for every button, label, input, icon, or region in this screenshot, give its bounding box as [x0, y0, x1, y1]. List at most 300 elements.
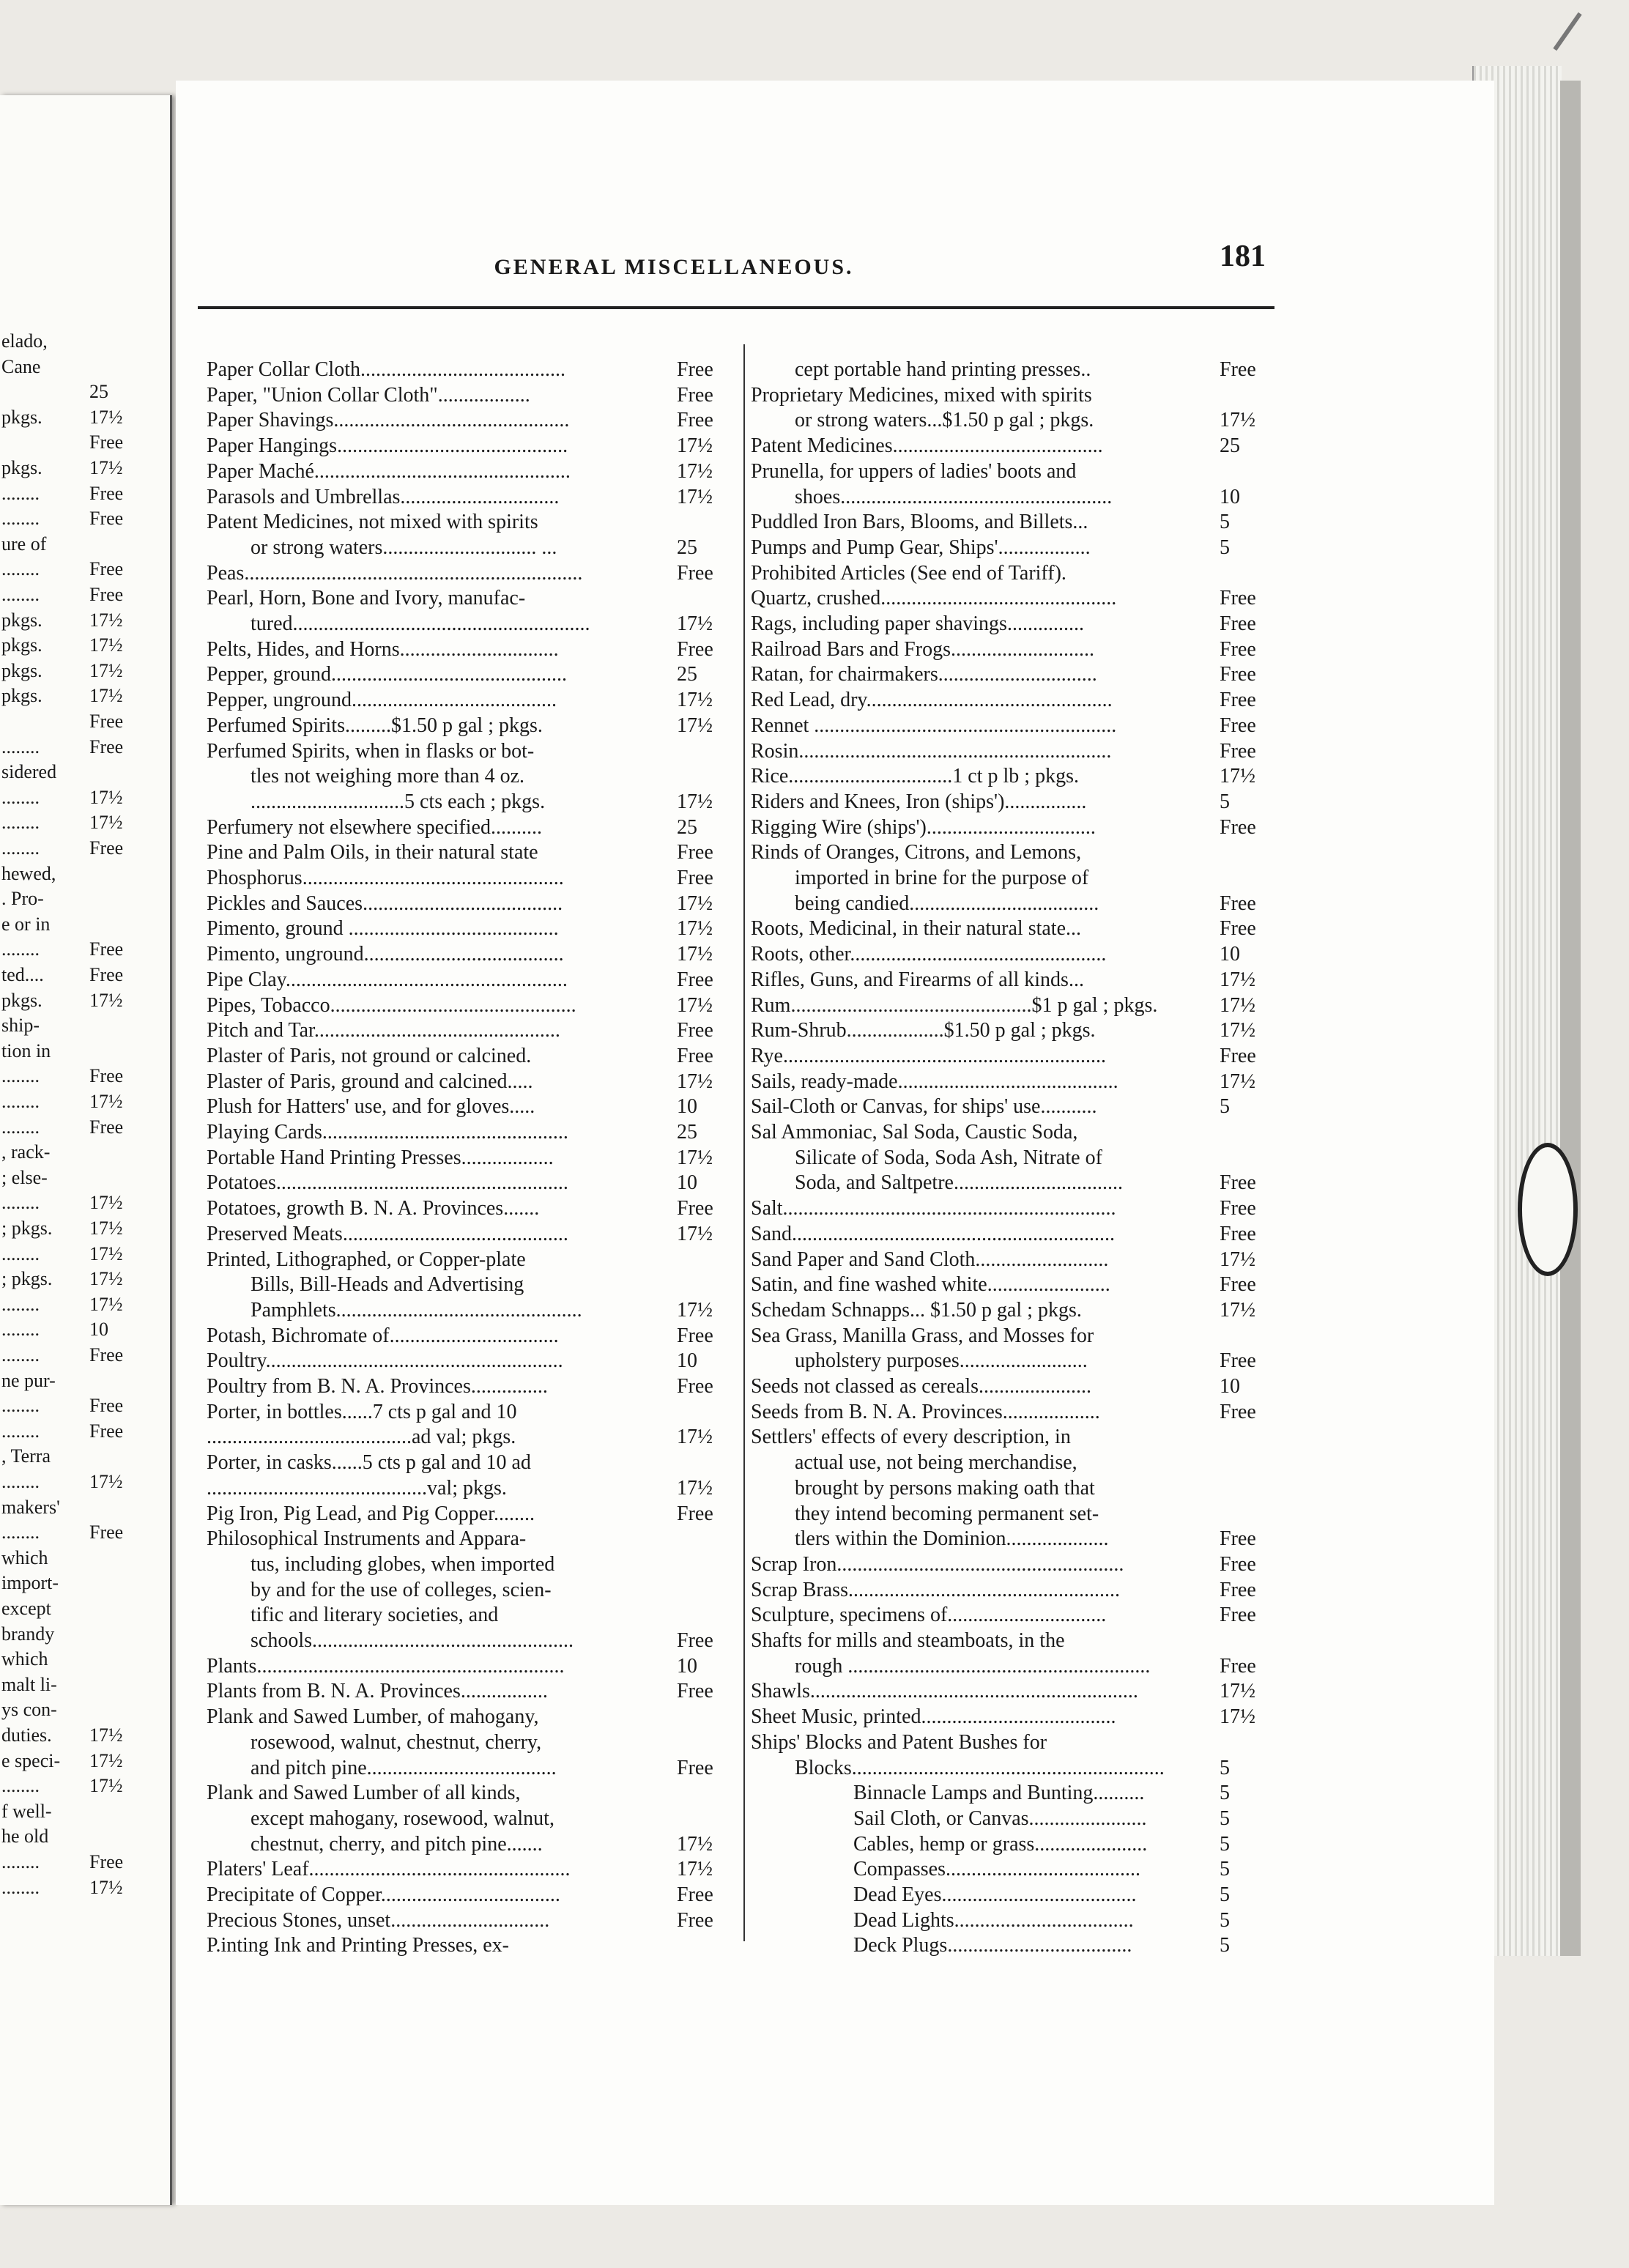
tariff-rate: Free: [677, 1197, 713, 1220]
tariff-item: Settlers' effects of every description, in: [751, 1426, 1071, 1449]
tariff-rate: 10: [677, 1171, 697, 1195]
tariff-rate: 17½: [677, 1832, 713, 1856]
tariff-item: they intend becoming permanent set-: [795, 1502, 1099, 1525]
tariff-item: Puddled Iron Bars, Blooms, and Billets...: [751, 511, 1088, 534]
tariff-row: [207, 1248, 734, 1272]
tariff-item: Peas..................................................................: [207, 561, 583, 585]
facing-page-rate: Free: [89, 1522, 124, 1544]
tariff-row: [207, 1527, 734, 1552]
tariff-item: Bills, Bill-Heads and Advertising: [251, 1273, 524, 1297]
facing-page-text: ........: [1, 938, 40, 960]
tariff-row: [207, 1425, 734, 1450]
header-rule: [198, 306, 1274, 309]
facing-page-line: [0, 1850, 170, 1874]
facing-page-line: [0, 507, 170, 530]
tariff-item: or strong waters...$1.50 p gal ; pkgs.: [795, 409, 1094, 432]
tariff-item: Sails, ready-made...........................................: [751, 1070, 1118, 1093]
facing-page-line: [0, 1014, 170, 1037]
tariff-row: [207, 1324, 734, 1349]
tariff-rate: 17½: [677, 1070, 713, 1093]
tariff-rate: Free: [677, 1629, 713, 1652]
facing-page-text: tion in: [1, 1040, 51, 1061]
tariff-row: [751, 1679, 1285, 1704]
tariff-item: tles not weighing more than 4 oz.: [251, 765, 525, 788]
tariff-row: [207, 840, 734, 865]
tariff-rate: 5: [1220, 511, 1230, 534]
facing-page-text: pkgs.: [1, 634, 42, 656]
tariff-row: [207, 586, 734, 611]
tariff-rate: Free: [677, 1908, 713, 1932]
facing-page-line: [0, 659, 170, 683]
tariff-row: [207, 815, 734, 840]
tariff-row: [751, 1857, 1285, 1882]
tariff-item: shoes.....................................................: [795, 485, 1113, 508]
tariff-row: [751, 1018, 1285, 1043]
tariff-row: [751, 1756, 1285, 1781]
tariff-rate: 17½: [677, 1146, 713, 1169]
facing-page-rate: Free: [89, 1420, 124, 1442]
tariff-item: Sal Ammoniac, Sal Soda, Caustic Soda,: [751, 1121, 1078, 1144]
facing-page-rate: Free: [89, 938, 124, 960]
tariff-row: [751, 815, 1285, 840]
tariff-row: [207, 892, 734, 916]
tariff-row: [207, 1679, 734, 1704]
tariff-rate: 5: [1220, 1883, 1230, 1906]
facing-page-text: ........: [1, 1395, 40, 1417]
tariff-row: [207, 612, 734, 637]
facing-page-rate: 17½: [89, 812, 123, 834]
facing-page-line: [0, 1242, 170, 1266]
tariff-rate: Free: [677, 968, 713, 991]
tariff-row: [207, 1094, 734, 1119]
tariff-rate: Free: [677, 637, 713, 661]
tariff-rate: 10: [677, 1654, 697, 1678]
facing-page-line: [0, 1724, 170, 1747]
facing-page-line: [0, 456, 170, 480]
tariff-item: Parasols and Umbrellas...............................: [207, 485, 560, 508]
tariff-item: schools...................................................: [251, 1629, 574, 1652]
facing-page-text: hewed,: [1, 862, 56, 884]
facing-page-line: [0, 1470, 170, 1494]
tariff-rate: Free: [1220, 358, 1256, 381]
tariff-row: [751, 1527, 1285, 1552]
tariff-item: Compasses......................................: [853, 1858, 1140, 1881]
tariff-rate: Free: [1220, 815, 1256, 839]
tariff-row: [207, 561, 734, 586]
tariff-item: Shawls................................................................: [751, 1680, 1138, 1703]
tariff-row: [207, 1146, 734, 1171]
tariff-row: [751, 916, 1285, 941]
tariff-row: [751, 1832, 1285, 1857]
tariff-row: [207, 1832, 734, 1857]
tariff-row: [751, 1171, 1285, 1196]
tariff-item: tured..........................................................: [251, 612, 590, 635]
facing-page-line: [0, 1876, 170, 1900]
facing-page-line: [0, 406, 170, 429]
tariff-item: Plaster of Paris, ground and calcined.....: [207, 1070, 533, 1093]
tariff-rate: Free: [1220, 1527, 1256, 1551]
tariff-row: [207, 459, 734, 484]
facing-page-line: [0, 811, 170, 834]
facing-page-line: [0, 1623, 170, 1646]
tariff-rate: Free: [677, 1324, 713, 1347]
tariff-rate: Free: [1220, 1044, 1256, 1067]
tariff-row: [751, 434, 1285, 459]
tariff-item: tus, including globes, when imported: [251, 1552, 555, 1576]
facing-page-line: [0, 1369, 170, 1393]
tariff-item: Rags, including paper shavings...............: [751, 612, 1084, 635]
tariff-row: [207, 1450, 734, 1475]
tariff-rate: 17½: [677, 612, 713, 635]
facing-page-text: ne pur-: [1, 1369, 56, 1391]
facing-page-rate: Free: [89, 508, 124, 530]
tariff-rate: 5: [1220, 1908, 1230, 1932]
tariff-row: [207, 790, 734, 815]
tariff-item: Pumps and Pump Gear, Ships'..................: [751, 536, 1091, 559]
tariff-item: Shafts for mills and steamboats, in the: [751, 1629, 1065, 1652]
facing-page-rate: 17½: [89, 1724, 123, 1746]
facing-page-line: [0, 862, 170, 886]
tariff-rate: 17½: [1220, 968, 1255, 991]
tariff-item: Portable Hand Printing Presses..................: [207, 1146, 554, 1169]
tariff-rate: Free: [677, 1883, 713, 1906]
facing-page-text: e or in: [1, 913, 51, 935]
tariff-item: Potash, Bichromate of.................................: [207, 1324, 559, 1347]
tariff-row: [751, 536, 1285, 560]
tariff-item: Rice................................1 ct p lb ; pkgs.: [751, 765, 1079, 788]
tariff-rate: 5: [1220, 790, 1230, 813]
tariff-rate: 17½: [677, 943, 713, 966]
tariff-rate: 17½: [677, 1858, 713, 1881]
tariff-item: Poultry..........................................................: [207, 1349, 563, 1373]
tariff-item: Deck Plugs....................................: [853, 1934, 1132, 1957]
tariff-rate: Free: [1220, 689, 1256, 712]
tariff-rate: Free: [1220, 892, 1256, 915]
tariff-row: [751, 968, 1285, 993]
facing-page-text: duties.: [1, 1724, 52, 1746]
tariff-rate: 17½: [677, 1298, 713, 1322]
tariff-row: [751, 1324, 1285, 1349]
tariff-item: or strong waters.............................. ...: [251, 536, 557, 559]
tariff-item: Phosphorus...................................................: [207, 867, 564, 889]
tariff-rate: 17½: [677, 790, 713, 813]
tariff-rate: 17½: [1220, 1298, 1255, 1322]
tariff-rate: Free: [677, 409, 713, 432]
tariff-rate: 17½: [1220, 1705, 1255, 1729]
facing-page-line: [0, 1648, 170, 1671]
tariff-rate: 17½: [1220, 1680, 1255, 1703]
tariff-rate: Free: [1220, 1222, 1256, 1245]
facing-page-text: ........: [1, 1876, 40, 1898]
facing-page-line: [0, 1496, 170, 1519]
facing-page-rate: Free: [89, 1116, 124, 1138]
tariff-item: Rifles, Guns, and Firearms of all kinds...: [751, 968, 1084, 991]
tariff-rate: Free: [677, 1756, 713, 1779]
tariff-item: Paper Collar Cloth........................................: [207, 358, 565, 381]
facing-page-text: ........: [1, 1116, 40, 1138]
tariff-rate: Free: [1220, 739, 1256, 763]
tariff-row: [207, 1908, 734, 1933]
tariff-row: [207, 408, 734, 433]
facing-page-rate: Free: [89, 1851, 124, 1872]
tariff-rate: 17½: [1220, 409, 1255, 432]
tariff-item: Pig Iron, Pig Lead, and Pig Copper........: [207, 1502, 535, 1525]
tariff-rate: 10: [1220, 943, 1240, 966]
facing-page-line: [0, 609, 170, 632]
tariff-row: [751, 485, 1285, 510]
tariff-row: [751, 739, 1285, 764]
tariff-item: Porter, in casks......5 cts p gal and 10 ad: [207, 1451, 531, 1475]
facing-page-line: [0, 887, 170, 911]
tariff-rate: Free: [677, 1044, 713, 1067]
tariff-row: [751, 866, 1285, 891]
tariff-row: [751, 1450, 1285, 1475]
tariff-rate: 10: [677, 1349, 697, 1373]
tariff-item: Paper Maché..................................................: [207, 459, 571, 483]
tariff-rate: 5: [1220, 1756, 1230, 1779]
facing-page-line: [0, 1521, 170, 1544]
tariff-item: Seeds not classed as cereals......................: [751, 1375, 1091, 1398]
tariff-row: [751, 1654, 1285, 1679]
tariff-item: Pitch and Tar................................................: [207, 1019, 560, 1042]
facing-page-rate: 17½: [89, 406, 123, 428]
tariff-row: [207, 1018, 734, 1043]
tariff-rate: Free: [1220, 1400, 1256, 1423]
tariff-rate: Free: [1220, 1604, 1256, 1627]
tariff-rate: Free: [1220, 1171, 1256, 1195]
tariff-row: [751, 1044, 1285, 1069]
tariff-rate: Free: [677, 1680, 713, 1703]
tariff-item: P.inting Ink and Printing Presses, ex-: [207, 1934, 509, 1957]
facing-page-rate: 17½: [89, 1775, 123, 1797]
facing-page-line: [0, 1166, 170, 1190]
tariff-row: [207, 485, 734, 510]
tariff-item: Plaster of Paris, not ground or calcined.: [207, 1044, 532, 1067]
tariff-row: [751, 993, 1285, 1018]
tariff-row: [751, 688, 1285, 713]
facing-page-text: pkgs.: [1, 457, 42, 478]
tariff-row: [751, 510, 1285, 535]
tariff-item: Rosin.............................................................: [751, 739, 1112, 763]
tariff-item: Quartz, crushed..............................................: [751, 587, 1117, 610]
tariff-row: [751, 1578, 1285, 1603]
tariff-item: Pipe Clay.......................................................: [207, 968, 568, 991]
tariff-item: Binnacle Lamps and Bunting..........: [853, 1782, 1145, 1805]
tariff-rate: Free: [677, 1375, 713, 1398]
book-cover-edge: [1560, 81, 1581, 1956]
tariff-item: and pitch pine.....................................: [251, 1756, 557, 1779]
facing-page-text: ship-: [1, 1015, 40, 1037]
facing-page-line: [0, 710, 170, 733]
facing-page-line: [0, 1546, 170, 1570]
tariff-row: [207, 1070, 734, 1094]
facing-page: [0, 95, 172, 2205]
tariff-item: chestnut, cherry, and pitch pine.......: [251, 1832, 543, 1856]
facing-page-line: [0, 1344, 170, 1367]
tariff-item: Blocks.............................................................: [795, 1756, 1165, 1779]
tariff-item: Dead Eyes......................................: [853, 1883, 1137, 1906]
tariff-row: [751, 942, 1285, 967]
tariff-item: being candied.....................................: [795, 892, 1099, 915]
facing-page-line: [0, 1040, 170, 1063]
tariff-row: [207, 1272, 734, 1297]
facing-page-line: [0, 380, 170, 404]
tariff-row: [207, 434, 734, 459]
tariff-item: Pimento, ground .........................................: [207, 917, 559, 941]
facing-page-text: e speci-: [1, 1749, 61, 1771]
tariff-row: [207, 1628, 734, 1653]
tariff-item: Rum...............................................$1 p gal ; pkgs.: [751, 993, 1158, 1017]
tariff-rate: Free: [1220, 1349, 1256, 1373]
facing-page-text: ys con-: [1, 1699, 57, 1721]
tariff-row: [207, 866, 734, 891]
facing-page-text: . Pro-: [1, 888, 44, 910]
tariff-item: Pickles and Sauces.......................................: [207, 892, 563, 915]
tariff-item: Proprietary Medicines, mixed with spirits: [751, 383, 1092, 407]
tariff-row: [751, 790, 1285, 815]
facing-page-rate: 17½: [89, 786, 123, 808]
tariff-row: [207, 637, 734, 662]
tariff-item: Pine and Palm Oils, in their natural state: [207, 841, 538, 864]
tariff-row: [751, 612, 1285, 637]
tariff-row: [207, 1171, 734, 1196]
tariff-item: Plants from B. N. A. Provinces.................: [207, 1680, 548, 1703]
tariff-row: [751, 357, 1285, 382]
facing-page-rate: 17½: [89, 1192, 123, 1214]
tariff-rate: 17½: [677, 714, 713, 737]
tariff-item: Patent Medicines, not mixed with spirits: [207, 511, 538, 534]
tariff-item: Perfumed Spirits, when in flasks or bot-: [207, 739, 535, 763]
facing-page-line: [0, 1774, 170, 1798]
tariff-row: [751, 1908, 1285, 1933]
tariff-item: cept portable hand printing presses..: [795, 358, 1091, 381]
facing-page-line: [0, 1293, 170, 1316]
tariff-row: [751, 408, 1285, 433]
facing-page-line: [0, 963, 170, 987]
tariff-rate: 10: [677, 1095, 697, 1119]
tariff-rate: 17½: [1220, 765, 1255, 788]
tariff-row: [751, 1094, 1285, 1119]
tariff-row: [751, 840, 1285, 865]
tariff-row: [751, 892, 1285, 916]
tariff-item: rough ...........................................................: [795, 1654, 1151, 1678]
tariff-rate: 17½: [677, 459, 713, 483]
tariff-rate: 17½: [1220, 1070, 1255, 1093]
tariff-row: [207, 1502, 734, 1527]
tariff-row: [751, 1400, 1285, 1425]
facing-page-text: ........: [1, 584, 40, 605]
tariff-rate: 17½: [1220, 993, 1255, 1017]
tariff-row: [207, 1756, 734, 1781]
tariff-item: ..............................5 cts each ; pkgs.: [251, 790, 546, 813]
tariff-rate: 17½: [1220, 1019, 1255, 1042]
tariff-item: Ships' Blocks and Patent Bushes for: [751, 1730, 1047, 1754]
tariff-rate: Free: [1220, 1578, 1256, 1601]
tariff-item: Sail Cloth, or Canvas.......................: [853, 1806, 1147, 1830]
facing-page-rate: 10: [89, 1319, 108, 1341]
tariff-item: Pepper, unground........................................: [207, 689, 557, 712]
tariff-row: [207, 1349, 734, 1374]
tariff-rate: 25: [677, 1121, 697, 1144]
tariff-rate: Free: [1220, 1654, 1256, 1678]
tariff-rate: 17½: [677, 993, 713, 1017]
facing-page-rate: 17½: [89, 457, 123, 478]
tariff-row: [751, 662, 1285, 687]
tariff-item: Paper Hangings.............................................: [207, 434, 568, 458]
tariff-row: [207, 688, 734, 713]
tariff-item: tlers within the Dominion....................: [795, 1527, 1109, 1551]
tariff-rate: Free: [1220, 1197, 1256, 1220]
facing-page-rate: 17½: [89, 634, 123, 656]
tariff-rate: Free: [1220, 917, 1256, 941]
facing-page-line: [0, 1267, 170, 1291]
tariff-rate: Free: [1220, 612, 1256, 635]
facing-page-text: ........: [1, 1293, 40, 1315]
tariff-row: [207, 916, 734, 941]
page-number: 181: [1220, 240, 1266, 273]
tariff-row: [751, 1806, 1285, 1831]
tariff-row: [207, 1730, 734, 1755]
tariff-item: Pimento, unground.......................................: [207, 943, 564, 966]
tariff-row: [207, 536, 734, 560]
tariff-item: Precious Stones, unset...............................: [207, 1908, 550, 1932]
facing-page-line: [0, 1673, 170, 1697]
facing-page-line: [0, 1749, 170, 1773]
facing-page-rate: Free: [89, 735, 124, 757]
facing-page-text: ; pkgs.: [1, 1218, 53, 1239]
facing-page-rate: 17½: [89, 1091, 123, 1112]
tariff-rate: 17½: [677, 485, 713, 508]
facing-page-line: [0, 1698, 170, 1722]
tariff-item: Pelts, Hides, and Horns...............................: [207, 637, 559, 661]
tariff-row: [751, 1425, 1285, 1450]
facing-page-text: ........: [1, 508, 40, 530]
facing-page-line: [0, 913, 170, 936]
facing-page-rate: 17½: [89, 1471, 123, 1492]
facing-page-line: [0, 1445, 170, 1468]
facing-page-rate: Free: [89, 482, 124, 504]
facing-page-rate: Free: [89, 558, 124, 580]
tariff-rate: Free: [1220, 663, 1256, 686]
tariff-item: rosewood, walnut, chestnut, cherry,: [251, 1730, 542, 1754]
facing-page-line: [0, 1191, 170, 1215]
tariff-item: Salt.................................................................: [751, 1197, 1116, 1220]
tariff-row: [207, 1857, 734, 1882]
tariff-item: actual use, not being merchandise,: [795, 1451, 1077, 1475]
tariff-item: Cables, hemp or grass......................: [853, 1832, 1148, 1856]
tariff-row: [751, 1933, 1285, 1958]
facing-page-text: pkgs.: [1, 406, 42, 428]
tariff-row: [207, 1552, 734, 1577]
tariff-rate: Free: [1220, 1273, 1256, 1297]
facing-page-text: ........: [1, 1192, 40, 1214]
tariff-row: [751, 1476, 1285, 1501]
tariff-row: [751, 1502, 1285, 1527]
facing-page-rate: Free: [89, 964, 124, 985]
facing-page-text: ........: [1, 735, 40, 757]
tariff-item: Sheet Music, printed......................................: [751, 1705, 1116, 1729]
tariff-row: [751, 1552, 1285, 1577]
tariff-rate: Free: [677, 1502, 713, 1525]
tariff-item: Plank and Sawed Lumber, of mahogany,: [207, 1705, 539, 1729]
tariff-rate: 17½: [677, 917, 713, 941]
facing-page-rate: 17½: [89, 1218, 123, 1239]
tariff-row: [751, 1374, 1285, 1399]
tariff-item: Porter, in bottles......7 cts p gal and 10: [207, 1400, 517, 1423]
facing-page-line: [0, 431, 170, 454]
tariff-item: Potatoes, growth B. N. A. Provinces.......: [207, 1197, 540, 1220]
tariff-rate: 10: [1220, 1375, 1240, 1398]
